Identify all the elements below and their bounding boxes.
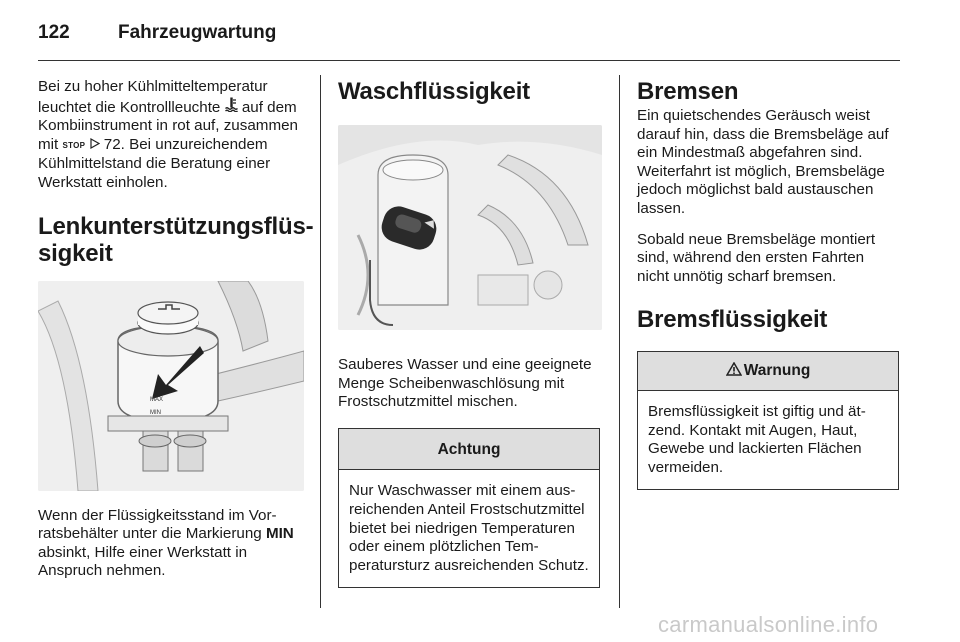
coolant-temperature-icon bbox=[225, 97, 238, 118]
page-title: Fahrzeugwartung bbox=[118, 22, 277, 43]
column-divider-1 bbox=[320, 75, 321, 608]
page-number: 122 bbox=[38, 22, 70, 43]
notice-body: Nur Waschwasser mit einem ausreichenden Anteil Frostschutzmittel bietet bei niedrigen Temperaturen oder einem plötzlichen Temperatursturz ausreichenden Schutz. bbox=[349, 482, 589, 574]
steering-reservoir-figure bbox=[38, 281, 304, 491]
warning-box bbox=[637, 351, 899, 490]
washer-reservoir-figure bbox=[338, 125, 602, 330]
warning-title: Warnung bbox=[638, 352, 898, 391]
stop-label: STOP bbox=[62, 140, 86, 150]
max-mark-label: MAX bbox=[150, 396, 164, 403]
washer-fluid-heading: Waschflüssigkeit bbox=[338, 78, 530, 105]
steering-fluid-paragraph: Wenn der Flüssigkeitsstand im Vorratsbehälter unter die Markierung MIN absinkt, Hilfe einer Werkstatt in Anspruch nehmen. bbox=[38, 506, 294, 580]
washer-fluid-paragraph: Sauberes Wasser und eine geeignete Menge Scheibenwaschlösung mit Frostschutzmittel mischen. bbox=[338, 356, 592, 411]
warning-body: Bremsflüssigkeit ist giftig und ätzend. Kontakt mit Augen, Haut, Gewebe und lackierten Flächen vermeiden. bbox=[648, 402, 866, 476]
column-2 bbox=[338, 78, 602, 588]
brakes-heading: Bremsen bbox=[637, 78, 739, 105]
warning-triangle-icon bbox=[726, 362, 742, 376]
column-1 bbox=[38, 78, 314, 593]
steering-fluid-heading: Lenkunterstützungsflüssigkeit bbox=[38, 212, 314, 267]
watermark: carmanualsonline.info bbox=[658, 612, 879, 637]
column-divider-2 bbox=[619, 75, 620, 608]
header-rule bbox=[38, 60, 900, 61]
min-bold-label: MIN bbox=[265, 525, 294, 543]
notice-title: Achtung bbox=[339, 429, 599, 471]
brakes-paragraph-1: Ein quietschendes Geräusch weist darauf hin, dass die Bremsbeläge auf ein Mindestmaß abgefahren sind. Weiterfahrt ist möglich, Bremsbeläge jedoch möglichst bald austauschen lassen. bbox=[637, 107, 889, 217]
brake-fluid-heading: Bremsflüssigkeit bbox=[637, 306, 828, 334]
page-reference-arrow-icon bbox=[90, 136, 100, 155]
brakes-paragraph-2: Sobald neue Bremsbeläge montiert sind, während den ersten Fahrten nicht unnötig scharf bremsen. bbox=[637, 230, 876, 285]
min-mark-label: MIN bbox=[150, 409, 161, 416]
coolant-paragraph: Bei zu hoher Kühlmitteltemperatur leuchtet die Kontrollleuchte auf dem Kombiinstrument in rot auf, zusammen mit STOP 72. Bei unzureichendem Kühlmittelstand die Beratung einer Werkstatt einholen. bbox=[38, 78, 298, 191]
notice-box bbox=[338, 428, 600, 589]
column-3 bbox=[637, 78, 900, 490]
